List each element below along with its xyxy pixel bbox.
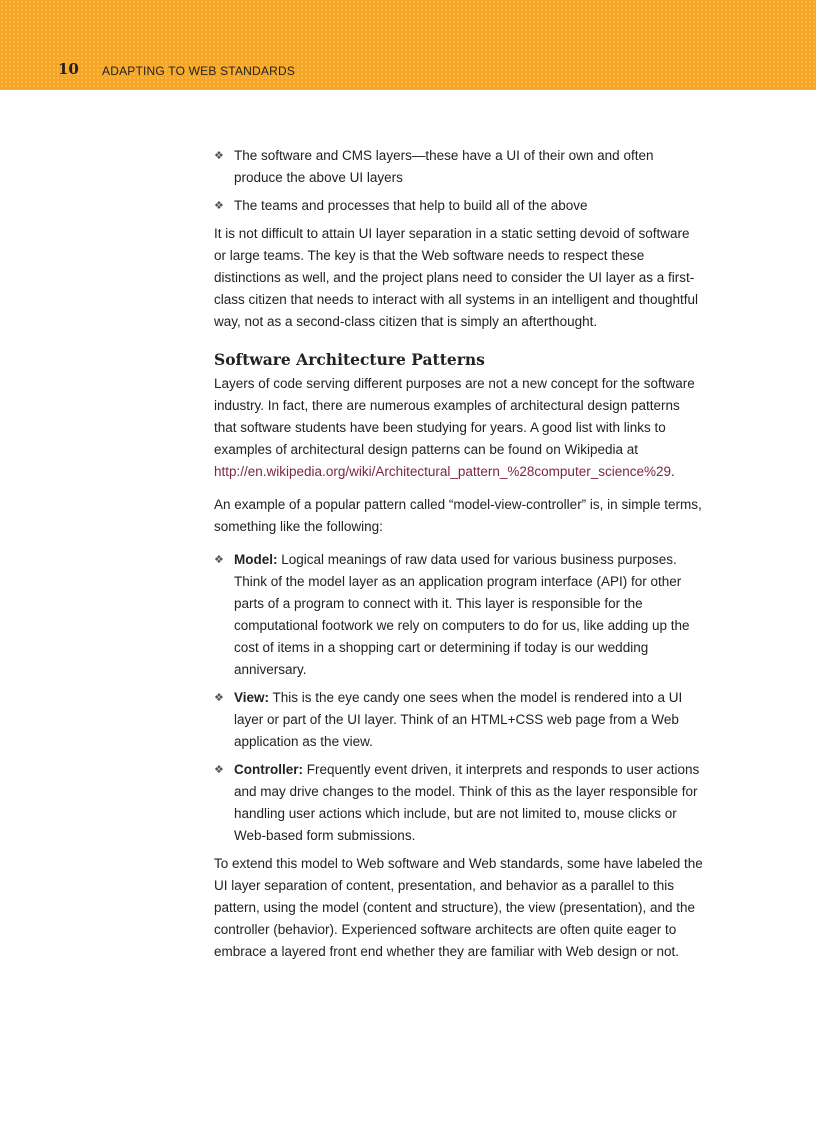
bullet-text: This is the eye candy one sees when the model is rendered into a UI layer or part of the UI layer. Think of an HTML+CSS web page from a Web application as the view. [234,690,683,749]
paragraph-extend-model: To extend this model to Web software and Web standards, some have labeled the UI layer separation of content, presentation, and behavior as a parallel to this pattern, using the model (content and structure), the view (presentation), and the controller (behavior). Experienced software architects are often quite eager to embrace a layered front end whether they are familiar with Web design or not. [214,856,703,959]
bullet-term: Model: [234,552,278,567]
bullet-icon: ❖ [214,149,224,162]
page-body [214,145,704,974]
list-item [214,549,704,681]
bullet-term: Controller: [234,762,303,777]
list-item [214,195,704,217]
bullet-text: The teams and processes that help to build all of the above [234,198,588,213]
paragraph-end: . [671,464,675,479]
list-item [214,145,704,189]
bullet-icon: ❖ [214,763,224,776]
paragraph-mvc-intro: An example of a popular pattern called “model-view-controller” is, in simple terms, something like the following: [214,497,702,534]
paragraph-text: Layers of code serving different purposes are not a new concept for the software industry. In fact, there are numerous examples of architectural design patterns that software students have been studying for years. A good list with links to examples of architectural design patterns can be found on Wikipedia at [214,376,695,457]
list-item [214,759,704,847]
bullet-term: View: [234,690,270,705]
paragraph-ui-separation: It is not difficult to attain UI layer separation in a static setting devoid of software or large teams. The key is that the Web software needs to respect these distinctions as well, and the project plans need to consider the UI layer as a first-class citizen that needs to interact with all systems in an intelligent and thoughtful way, not as a second-class citizen that is simply an afterthought. [214,226,699,329]
bullet-text: The software and CMS layers—these have a UI of their own and often produce the above UI layers [234,148,654,185]
chapter-title: ADAPTING TO WEB STANDARDS [102,64,296,78]
bullet-text: Logical meanings of raw data used for various business purposes. Think of the model layer as an application program interface (API) for other parts of a program to connect with it. This layer is responsible for the computational footwork we rely on computers to do for us, like adding up the cost of items in a shopping cart or determining if today is our wedding anniversary. [234,552,690,677]
bullet-icon: ❖ [214,199,224,212]
page-header-band [0,0,816,90]
list-item [214,687,704,753]
paragraph-layers-of-code [214,373,704,483]
section-heading: Software Architecture Patterns [214,350,485,369]
wikipedia-link[interactable]: http://en.wikipedia.org/wiki/Architectural_pattern_%28computer_science%29 [214,464,671,479]
page-number: 10 [58,60,79,78]
bullet-icon: ❖ [214,553,224,566]
bullet-text: Frequently event driven, it interprets and responds to user actions and may drive changes to the model. Think of this as the layer responsible for handling user actions which include, but are not limited to, mouse clicks or Web-based form submissions. [234,762,700,843]
mvc-bullet-list [214,549,704,847]
top-bullet-list [214,145,704,217]
bullet-icon: ❖ [214,691,224,704]
